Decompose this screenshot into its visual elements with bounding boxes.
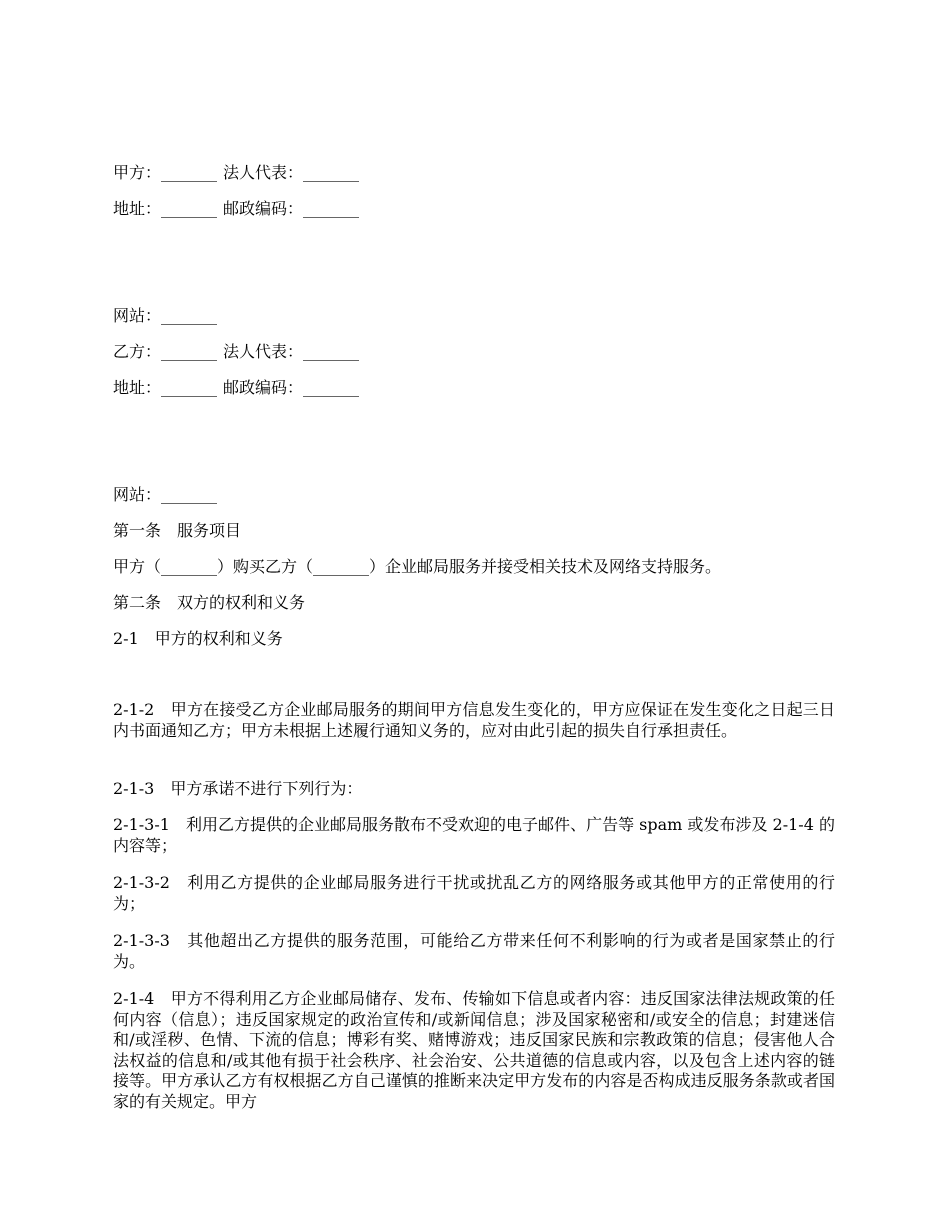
- article-1-party-a-blank: _______: [161, 557, 218, 576]
- party-b-rep-blank: _______: [303, 342, 360, 361]
- clause-2-1-3-3: 2-1-3-3 其他超出乙方提供的服务范围，可能给乙方带来任何不利影响的行为或者是国家禁止的行为。: [113, 931, 835, 971]
- party-b-website-label: 网站：: [113, 485, 162, 504]
- party-a-rep-label: 法人代表：: [223, 163, 304, 182]
- article-1-party-b-blank: _______: [313, 557, 370, 576]
- party-b-address-label: 地址：: [113, 378, 162, 397]
- clause-2-1-2: 2-1-2 甲方在接受乙方企业邮局服务的期间甲方信息发生变化的，甲方应保证在发生变化之日起三日内书面通知乙方；甲方未根据上述履行通知义务的，应对由此引起的损失自行承担责任。: [113, 700, 835, 740]
- party-b-postcode-label: 邮政编码：: [223, 378, 304, 397]
- clause-2-1-3: 2-1-3 甲方承诺不进行下列行为：: [113, 779, 363, 798]
- party-b-name-blank: _______: [161, 342, 218, 361]
- party-a-name-line: [113, 163, 359, 183]
- party-a-address-blank: _______: [161, 199, 218, 218]
- party-b-address-blank: _______: [161, 378, 218, 397]
- party-a-rep-blank: _______: [303, 163, 360, 182]
- clause-2-1-3-1: 2-1-3-1 利用乙方提供的企业邮局服务散布不受欢迎的电子邮件、广告等 spam 或发布涉及 2-1-4 的内容等；: [113, 815, 835, 855]
- party-a-address-label: 地址：: [113, 199, 162, 218]
- party-a-address-line: [113, 199, 359, 219]
- document-page: [113, 0, 843, 1230]
- party-a-website-blank: _______: [161, 306, 218, 325]
- party-b-name-line: [113, 342, 359, 362]
- party-b-website-blank: _______: [161, 485, 218, 504]
- party-b-name-label: 乙方：: [113, 342, 162, 361]
- article-1-text: [113, 557, 721, 577]
- clause-2-1-3-2: 2-1-3-2 利用乙方提供的企业邮局服务进行干扰或扰乱乙方的网络服务或其他甲方的正常使用的行为；: [113, 873, 835, 913]
- party-a-postcode-blank: _______: [303, 199, 360, 218]
- party-a-website-label: 网站：: [113, 306, 162, 325]
- article-1-text-pre: 甲方（: [113, 557, 162, 576]
- party-a-postcode-label: 邮政编码：: [223, 199, 304, 218]
- article-1-text-post: ）企业邮局服务并接受相关技术及网络支持服务。: [369, 557, 722, 576]
- section-2-1-heading: 2-1 甲方的权利和义务: [113, 629, 283, 648]
- party-b-postcode-blank: _______: [303, 378, 360, 397]
- article-1-text-mid: ）购买乙方（: [217, 557, 314, 576]
- party-a-name-blank: _______: [161, 163, 218, 182]
- article-1-heading: 第一条 服务项目: [113, 521, 242, 540]
- article-2-heading: 第二条 双方的权利和义务: [113, 593, 306, 612]
- party-b-rep-label: 法人代表：: [223, 342, 304, 361]
- clause-2-1-4: 2-1-4 甲方不得利用乙方企业邮局储存、发布、传输如下信息或者内容：违反国家法律法规政策的任何内容（信息）；违反国家规定的政治宣传和/或新闻信息；涉及国家秘密和/或安全的信息；封建迷信和/或淫秽、色情、下流的信息；博彩有奖、赌博游戏；违反国家民族和宗教政策的信息；侵害他人合法权益的信息和/或其他有损于社会秩序、社会治安、公共道德的信息或内容，以及包含上述内容的链接等。甲方承认乙方有权根据乙方自己谨慎的推断来决定甲方发布的内容是否构成违反服务条款或者国家的有关规定。甲方: [113, 989, 835, 1111]
- party-b-website-line: [113, 485, 217, 505]
- party-a-website-line: [113, 306, 217, 326]
- party-a-name-label: 甲方：: [113, 163, 162, 182]
- party-b-address-line: [113, 378, 359, 398]
